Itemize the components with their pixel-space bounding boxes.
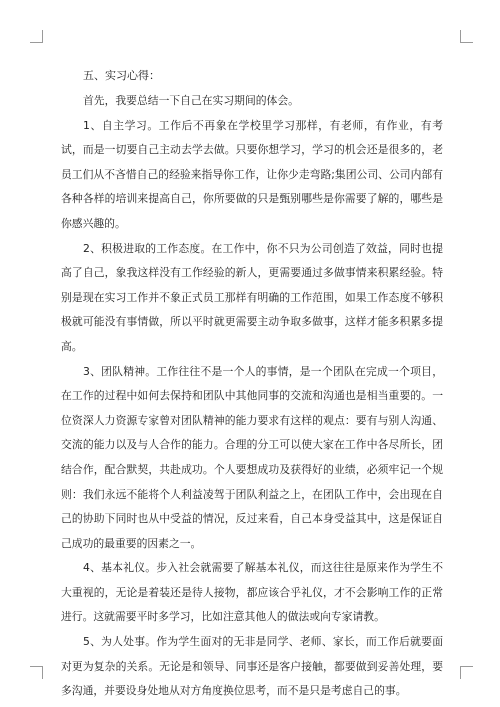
section-heading: 五、实习心得： — [83, 69, 160, 82]
crop-mark-bottom-right — [460, 666, 473, 679]
paragraph-team-spirit: 3、团队精神。工作往往不是一个人的事情，是一个团队在完成一个项目，在工作的过程中如何去保持和团队中其他同事的交流和沟通也是相当重要的。一位资深人力资源专家曾对团队精神的能力要求有这样的观点：要有与别人沟通、交流的能力以及与人合作的能力。合理的分工可以使大家在工作中各尽所长，团结合作，配合默契，共赴成功。个人要想成功及获得好的业绩，必须牢记一个规则：我们永远不能将个人利益凌驾于团队利益之上，在团队工作中，会出现在自己的协助下同时也从中受益的情况，反过来看，自己本身受益其中，这是保证自己成功的最重要的因素之一。 — [61, 364, 443, 550]
crop-mark-top-right — [460, 30, 473, 43]
crop-mark-top-left — [30, 30, 43, 43]
paragraph-intro: 首先，我要总结一下自己在实习期间的体会。 — [83, 94, 299, 107]
document-body — [61, 64, 443, 704]
paragraph-etiquette: 4、基本礼仪。步入社会就需要了解基本礼仪，而这往往是原来作为学生不大重视的，无论是着装还是待人接物，都应该合乎礼仪，才不会影响工作的正常进行。这就需要平时多学习，比如注意其他人的做法或向专家请教。 — [61, 561, 443, 624]
paragraph-self-study: 1、自主学习。工作后不再象在学校里学习那样，有老师，有作业，有考试，而是一切要自己主动去学去做。只要你想学习，学习的机会还是很多的，老员工们从不吝惜自己的经验来指导你工作，让你少走弯路;集团公司、公司内部有各种各样的培训来提高自己，你所要做的只是甄别哪些是你需要了解的，哪些是你感兴趣的。 — [61, 118, 443, 230]
paragraph-interpersonal: 5、为人处事。作为学生面对的无非是同学、老师、家长，而工作后就要面对更为复杂的关系。无论是和领导、同事还是客户接触，都要做到妥善处理，要多沟通，并要设身处地从对方角度换位思考，而不是只是考虑自己的事。 — [61, 635, 443, 698]
crop-mark-bottom-left — [30, 666, 43, 679]
paragraph-work-attitude: 2、积极进取的工作态度。在工作中，你不只为公司创造了效益，同时也提高了自己，象我这样没有工作经验的新人，更需要通过多做事情来积累经验。特别是现在实习工作并不象正式员工那样有明确的工作范围，如果工作态度不够积极就可能没有事情做，所以平时就更需要主动争取多做事，这样才能多积累多提高。 — [61, 241, 443, 353]
